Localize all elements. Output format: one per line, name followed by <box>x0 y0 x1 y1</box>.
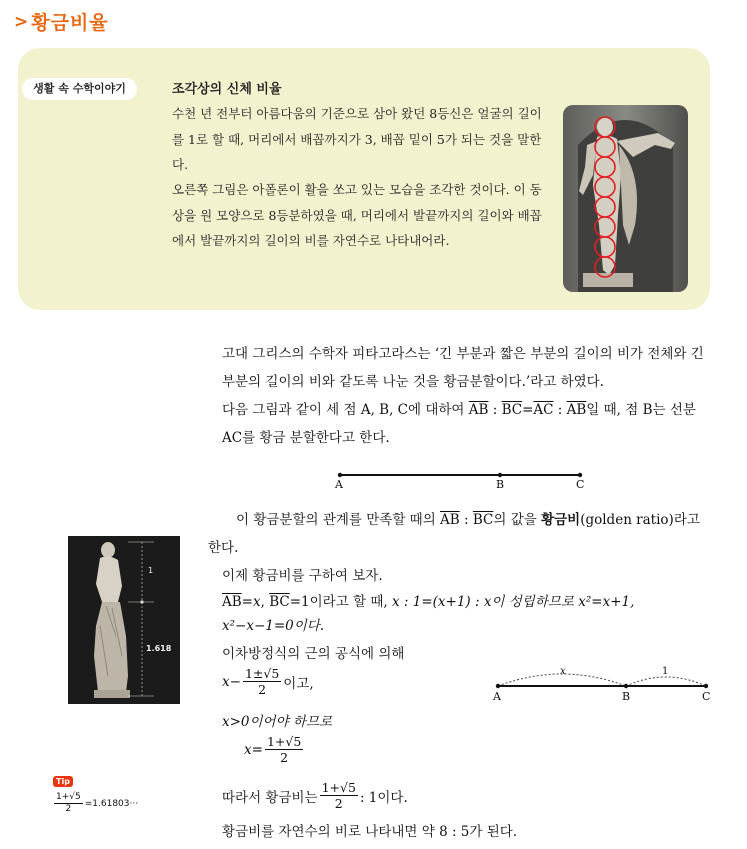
main-paragraph-11: 따라서 황금비는 $\frac{1+√5}{2}$ : 1이다. <box>222 780 408 811</box>
segment-figure-2 <box>488 664 718 708</box>
apollo-statue-image <box>563 105 688 292</box>
story-tag: 생활 속 수학이야기 <box>22 78 137 100</box>
segment-ab: $\overline{AB}$ <box>468 402 489 418</box>
venus-statue-image <box>68 536 180 704</box>
fraction: $\frac{1\pm√5}{2}$ <box>244 666 280 697</box>
one-label: 1 <box>662 666 669 677</box>
story-paragraph-2: 오른쪽 그림은 아폴론이 활을 쏘고 있는 모습을 조각한 것이다. 이 동상을 원 모양으로 8등분하였을 때, 머리에서 발끝까지의 길이와 배꼽에서 발끝까지의 길이의 비를 자연수로 나타내어라. <box>172 182 542 248</box>
point-c-label: C <box>576 478 585 491</box>
golden-ratio-term: 황금비 <box>541 512 581 528</box>
fraction: $\frac{1+√5}{2}$ <box>266 734 302 765</box>
main-paragraph-10: x= $\frac{1+√5}{2}$ <box>244 734 302 765</box>
segment-ab: $\overline{AB}$ <box>566 402 587 418</box>
tip-note: $\frac{1+√5}{2}$ =1.61803··· <box>56 792 139 814</box>
venus-label-top: 1 <box>148 566 154 575</box>
story-heading: 조각상의 신체 비율 <box>172 82 282 97</box>
main-paragraph-1: 고대 그리스의 수학자 피타고라스는 ‘긴 부분과 짧은 부분의 길이의 비가 전체와 긴 부분의 길이의 비와 같도록 나눈 것을 황금분할이다.’라고 하였다. <box>222 346 704 390</box>
fraction: $\frac{1+√5}{2}$ <box>321 780 356 811</box>
segment-ac: $\overline{AC}$ <box>533 402 554 418</box>
main-paragraph-12: 황금비를 자연수의 비로 나타내면 약 8 : 5가 된다. <box>222 824 518 840</box>
point-a-label: A <box>493 690 501 703</box>
main-paragraph-5: $\overline{AB}=x$, $\overline{BC}=1$이라고 할 때, x : 1=(x+1) : x이 성립하므로 x²=x+1, <box>222 594 635 610</box>
section-title-text: 황금비율 <box>31 12 109 34</box>
segment-figure-1 <box>330 464 590 494</box>
main-paragraph-7: 이차방정식의 근의 공식에 의해 <box>222 646 405 662</box>
section-title <box>14 8 109 35</box>
main-paragraph-2: 다음 그림과 같이 세 점 A, B, C에 대하여 $\overline{AB}$ : $\overline{BC}=\overline{AC}$ : $\overline{AB}$일 때, 점 B는 선분 AC를 황금 분할한다고 한다. <box>222 402 696 446</box>
tip-badge: Tip <box>53 776 73 787</box>
point-b-label: B <box>496 478 505 491</box>
main-paragraph-8: x− $\frac{1\pm√5}{2}$ 이고, <box>222 666 314 697</box>
segment-bc: $\overline{BC}$ <box>501 402 523 418</box>
main-paragraph-6: x²−x−1=0이다. <box>222 618 325 634</box>
chevron-right-icon: > <box>14 11 29 32</box>
point-b-label: B <box>622 690 631 703</box>
main-paragraph-4: 이제 황금비를 구하여 보자. <box>222 568 383 584</box>
venus-label-bottom: 1.618 <box>146 644 172 653</box>
x-label: x <box>560 666 566 677</box>
story-paragraph-1: 수천 년 전부터 아름다움의 기준으로 삼아 왔던 8등신은 얼굴의 길이를 1로 할 때, 머리에서 배꼽까지가 3, 배꼽 밑이 5가 되는 것을 말한다. <box>172 106 542 172</box>
point-a-label: A <box>335 478 343 491</box>
main-paragraph-3: 이 황금분할의 관계를 만족할 때의 $\overline{AB}$ : $\overline{BC}$의 값을 황금비(golden ratio)라고 한다. <box>208 512 700 556</box>
fraction: $\frac{1+√5}{2}$ <box>56 792 81 814</box>
main-paragraph-9: x>0이어야 하므로 <box>222 714 333 730</box>
point-c-label: C <box>702 690 711 703</box>
